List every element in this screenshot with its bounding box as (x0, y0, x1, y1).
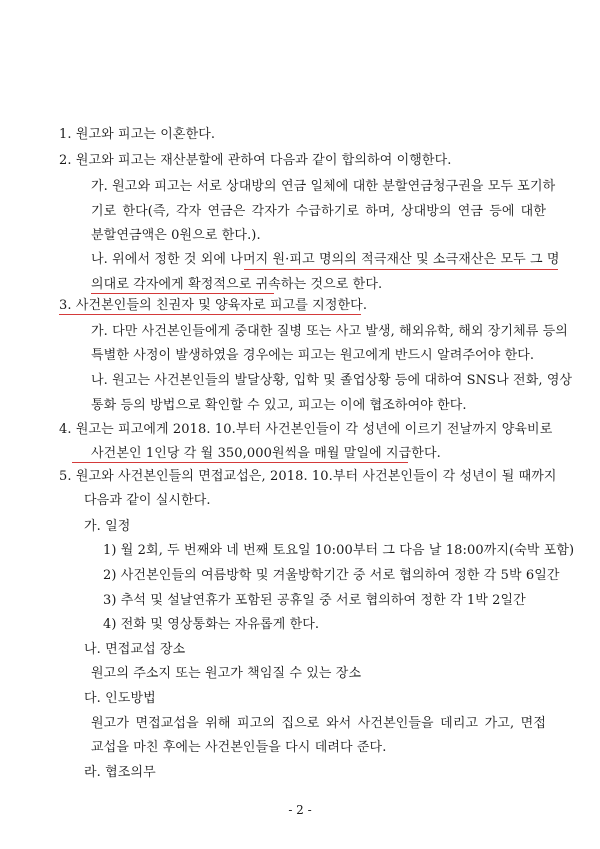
clause-5-na-body: 원고의 주소지 또는 원고가 책임질 수 있는 장소 (91, 666, 362, 681)
clause-5-line-2: 다음과 같이 실시한다. (84, 493, 211, 508)
clause-5-ra-heading: 라. 협조의무 (84, 765, 156, 780)
clause-2-na-line-2: 의대로 각자에게 확정적으로 귀속하는 것으로 한다. (91, 277, 383, 292)
clause-5-da-body-line-2: 교섭을 마친 후에는 사건본인들을 다시 데려다 준다. (91, 740, 387, 755)
clause-3-ga-line-2: 특별한 사정이 발생하였을 경우에는 피고는 원고에게 반드시 알려주어야 한다. (91, 348, 535, 363)
red-underline (91, 293, 274, 294)
red-underline (244, 269, 558, 270)
clause-3: 3. 사건본인들의 친권자 및 양육자로 피고를 지정한다. (59, 298, 368, 313)
clause-5-ga-heading: 가. 일정 (84, 519, 131, 534)
clause-3-ga-line-1: 가. 다만 사건본인들에게 중대한 질병 또는 사고 발생, 해외유학, 해외 장기체류 등의 (91, 324, 568, 339)
schedule-item-3: 3) 추석 및 설날연휴가 포함된 공휴일 중 서로 협의하여 정한 각 1박 2일간 (103, 593, 526, 608)
clause-2: 2. 원고와 피고는 재산분할에 관하여 다음과 같이 합의하여 이행한다. (59, 153, 452, 168)
clause-1: 1. 원고와 피고는 이혼한다. (59, 127, 216, 142)
clause-5-da-heading: 다. 인도방법 (84, 691, 156, 706)
page-number: - 2 - (288, 803, 312, 817)
clause-3-na-line-2: 통화 등의 방법으로 확인할 수 있고, 피고는 이에 협조하여야 한다. (91, 398, 467, 413)
clause-2-ga-line-1: 가. 원고와 피고는 서로 상대방의 연금 일체에 대한 분할연금청구권을 모두 포기하 (91, 179, 556, 194)
schedule-item-4: 4) 전화 및 영상통화는 자유롭게 한다. (103, 617, 320, 632)
clause-2-ga-line-3: 분할연금액은 0원으로 한다.). (91, 228, 261, 243)
clause-5-na-heading: 나. 면접교섭 장소 (84, 642, 186, 657)
clause-2-ga-line-2: 기로 한다(즉, 각자 연금은 각자가 수급하기로 하며, 상대방의 연금 등에 대한 (91, 204, 546, 219)
clause-2-na-line-1: 나. 위에서 정한 것 외에 나머지 원·피고 명의의 적극재산 및 소극재산은 모두 그 명 (91, 252, 560, 267)
clause-4-line-2: 사건본인 1인당 각 월 350,000원씩을 매월 말일에 지급한다. (91, 446, 441, 461)
clause-3-na-line-1: 나. 원고는 사건본인들의 발달상황, 입학 및 졸업상황 등에 대하여 SNS나 전화, 영상 (91, 373, 573, 388)
red-underline (72, 462, 408, 463)
schedule-item-2: 2) 사건본인들의 여름방학 및 겨울방학기간 중 서로 협의하여 정한 각 5박 6일간 (103, 568, 560, 583)
red-underline (59, 314, 361, 315)
clause-5-da-body-line-1: 원고가 면접교섭을 위해 피고의 집으로 와서 사건본인들을 데리고 가고, 면접 (91, 716, 546, 731)
clause-4-line-1: 4. 원고는 피고에게 2018. 10.부터 사건본인들이 각 성년에 이르기 전날까지 양육비로 (59, 422, 553, 437)
clause-5-line-1: 5. 원고와 사건본인들의 면접교섭은, 2018. 10.부터 사건본인들이 각 성년이 될 때까지 (59, 469, 557, 484)
schedule-item-1: 1) 월 2회, 두 번째와 네 번째 토요일 10:00부터 그 다음 날 18:00까지(숙박 포함) (103, 543, 575, 558)
